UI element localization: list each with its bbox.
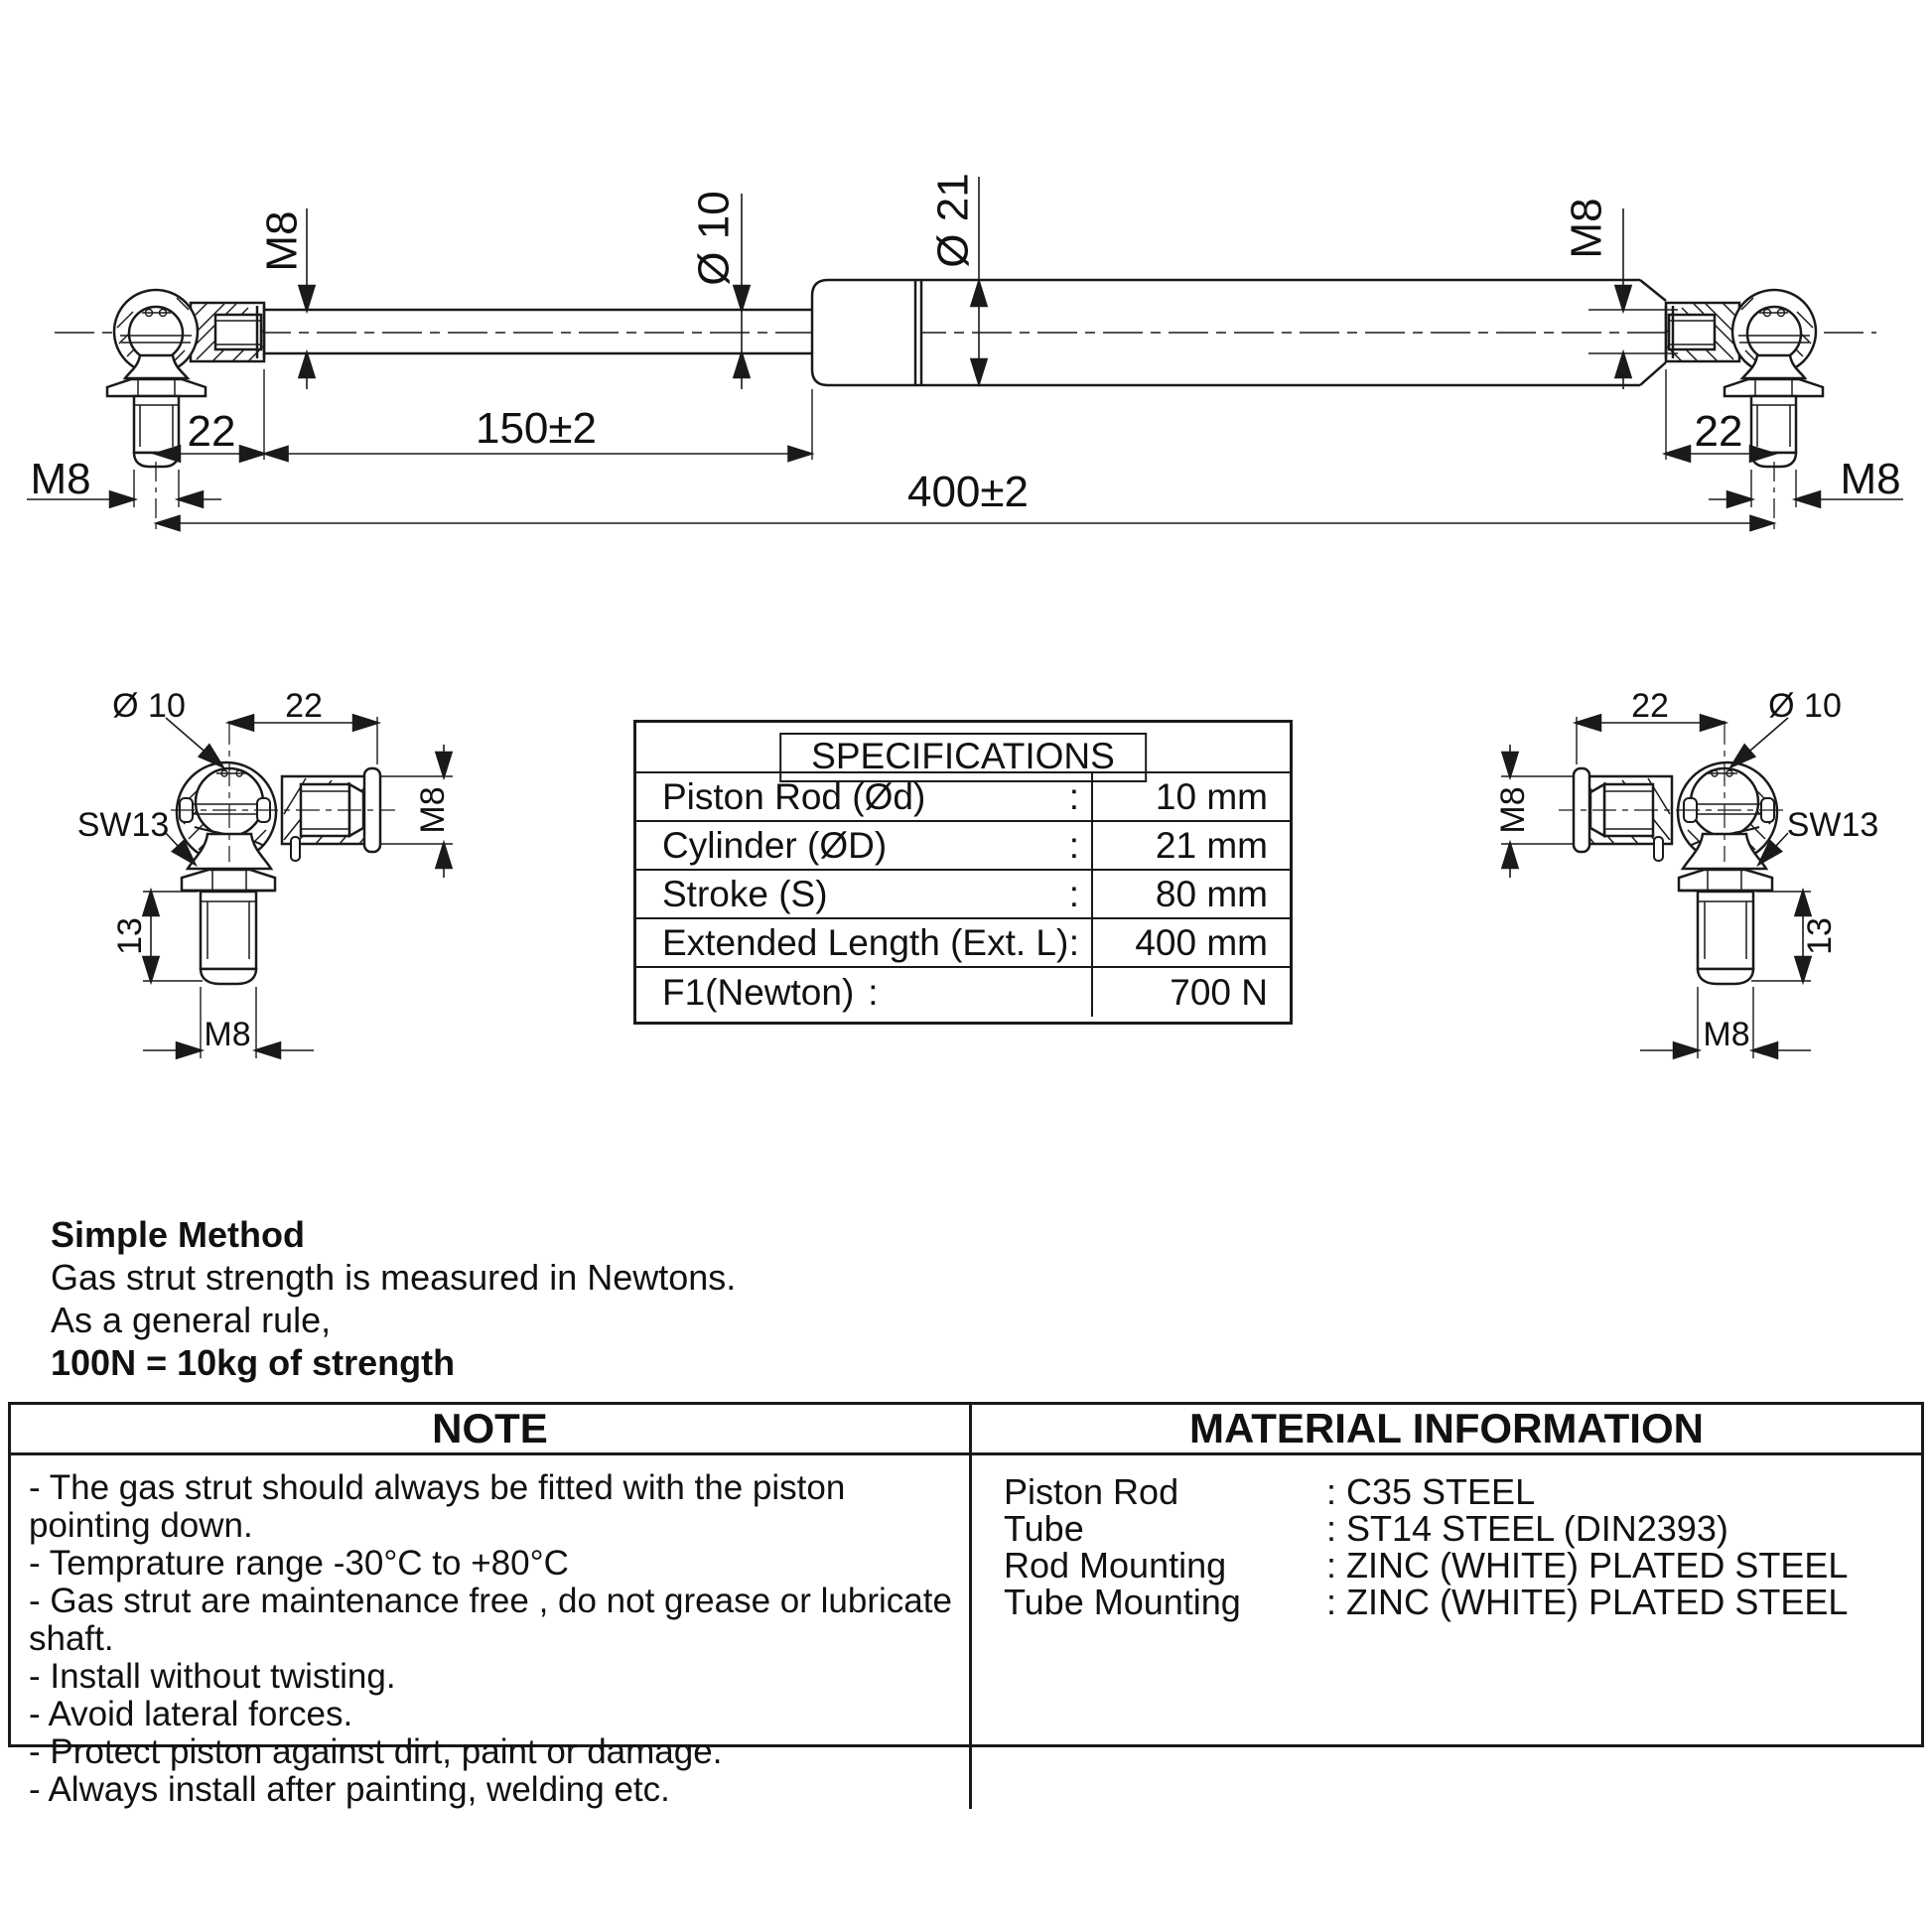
spec-label: Extended Length (Ext. L) [662, 921, 1069, 963]
label-rod-diameter: Ø 10 [689, 191, 739, 286]
label-detail-left-stud-length: 13 [110, 917, 149, 955]
piston-rod [264, 310, 812, 353]
spec-label: Piston Rod (Ød) [662, 775, 926, 817]
note-title: NOTE [11, 1405, 972, 1452]
label-detail-left-offset: 22 [285, 687, 323, 725]
material-row [1004, 1547, 1921, 1584]
simple-method-note [51, 1213, 736, 1384]
label-detail-right-diameter: Ø 10 [1768, 687, 1842, 725]
label-detail-right-offset: 22 [1631, 687, 1669, 725]
spec-value: 400 mm [1135, 921, 1268, 963]
spec-colon: : [1068, 873, 1079, 914]
material-row [1004, 1584, 1921, 1620]
label-detail-left-wrench: SW13 [76, 806, 170, 844]
label-m8-top-right: M8 [1562, 198, 1611, 259]
note-item: - Avoid lateral forces. [29, 1695, 353, 1733]
label-m8-bottom-left: M8 [30, 455, 91, 503]
label-cylinder-diameter: Ø 21 [928, 173, 978, 268]
spec-label: Stroke (S) [662, 873, 828, 914]
fitting-detail-right [1501, 716, 1811, 1059]
simple-method-line: Simple Method [51, 1214, 306, 1255]
label-detail-right-thread-side: M8 [1493, 786, 1532, 834]
label-m8-top-left: M8 [257, 210, 307, 272]
material-label: Tube Mounting [1004, 1582, 1241, 1622]
label-detail-left-diameter: Ø 10 [112, 687, 186, 725]
detail-right-labels [1494, 687, 1878, 1053]
spec-colon: : [1068, 824, 1079, 866]
fitting-detail-left [143, 716, 453, 1059]
label-detail-right-wrench: SW13 [1786, 806, 1879, 844]
note-item: - Install without twisting. [29, 1657, 396, 1696]
spec-value: 700 N [1170, 971, 1268, 1013]
label-detail-left-thread-side: M8 [413, 786, 452, 834]
material-label: Piston Rod [1004, 1471, 1179, 1512]
spec-colon: : [1068, 775, 1079, 817]
label-m8-bottom-right: M8 [1840, 455, 1901, 503]
spec-row [636, 871, 1290, 919]
material-value: : ZINC (WHITE) PLATED STEEL [1326, 1545, 1849, 1586]
spec-value: 80 mm [1155, 873, 1268, 914]
spec-row [636, 968, 1290, 1017]
top-view-labels [30, 173, 1900, 516]
material-label: Rod Mounting [1004, 1545, 1227, 1586]
dim-extended-length [156, 516, 1774, 531]
simple-method-line: As a general rule, [51, 1300, 332, 1340]
material-row [1004, 1473, 1921, 1510]
label-detail-right-thread-bottom: M8 [1703, 1016, 1750, 1053]
spec-row [636, 822, 1290, 871]
simple-method-line: Gas strut strength is measured in Newtons. [51, 1257, 737, 1298]
note-item: - The gas strut should always be fitted with the piston pointing down. [29, 1468, 846, 1545]
label-extended-length: 400±2 [906, 468, 1030, 516]
specifications-title: SPECIFICATIONS [779, 733, 1147, 782]
specifications-table [633, 720, 1293, 1025]
spec-colon: : [868, 971, 879, 1013]
spec-value: 10 mm [1155, 775, 1268, 817]
spec-label: Cylinder (ØD) [662, 824, 888, 866]
material-value: : C35 STEEL [1326, 1471, 1536, 1512]
note-item: - Temprature range -30°C to +80°C [29, 1544, 569, 1583]
label-detail-right-stud-length: 13 [1800, 917, 1839, 955]
label-rod-length: 150±2 [475, 404, 598, 453]
material-list [972, 1455, 1921, 1809]
note-list [11, 1455, 972, 1809]
note-material-table [8, 1402, 1924, 1809]
detail-left-labels [77, 687, 452, 1053]
label-detail-left-thread-bottom: M8 [204, 1016, 251, 1053]
material-title: MATERIAL INFORMATION [1189, 1405, 1704, 1451]
spec-colon: : [1068, 921, 1079, 963]
label-offset-left: 22 [187, 407, 236, 456]
note-item: - Gas strut are maintenance free , do not grease or lubricate shaft. [29, 1582, 952, 1658]
material-row [1004, 1510, 1921, 1547]
specifications-header [636, 723, 1290, 776]
spec-value: 21 mm [1155, 824, 1268, 866]
spec-label: F1(Newton) [662, 971, 855, 1013]
note-item: - Protect piston against dirt, paint or damage. [29, 1732, 723, 1771]
simple-method-line: 100N = 10kg of strength [51, 1342, 456, 1383]
material-label: Tube [1004, 1508, 1084, 1549]
material-value: : ZINC (WHITE) PLATED STEEL [1326, 1582, 1849, 1622]
note-item: - Always install after painting, welding etc. [29, 1770, 670, 1809]
label-offset-right: 22 [1694, 407, 1743, 456]
spec-row [636, 919, 1290, 968]
material-value: : ST14 STEEL (DIN2393) [1326, 1508, 1728, 1549]
